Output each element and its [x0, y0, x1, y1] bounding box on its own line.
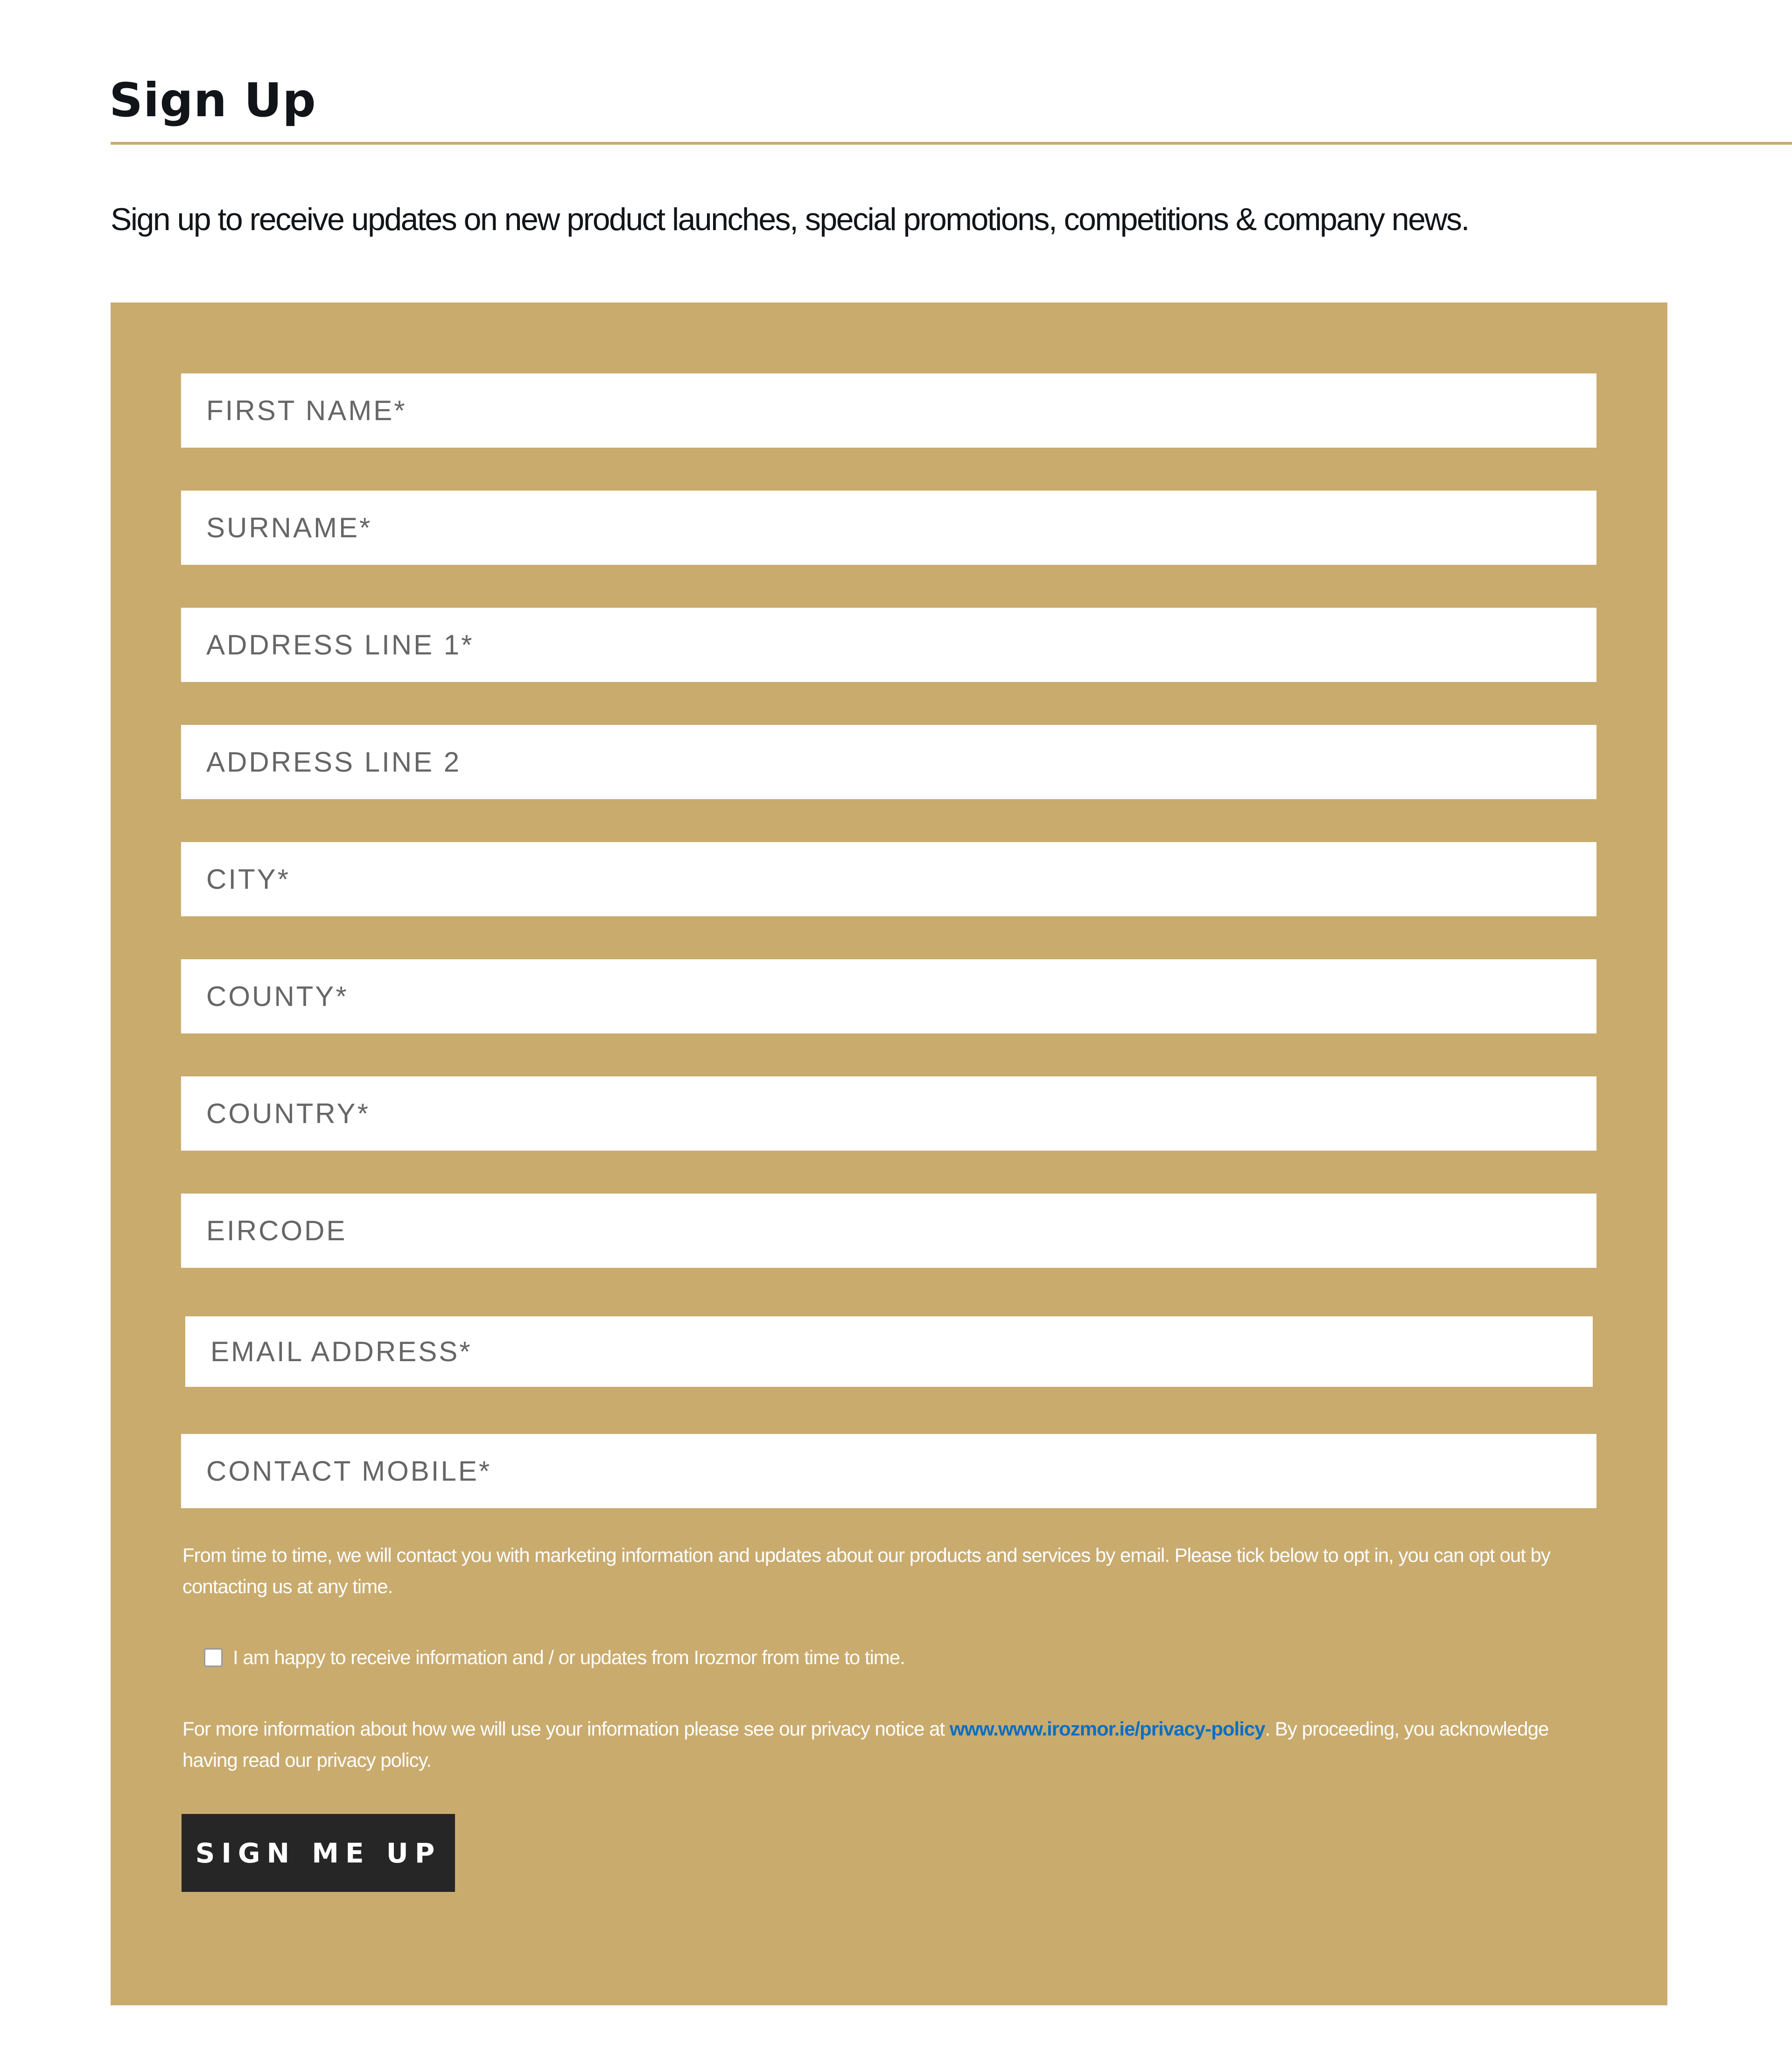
city-field[interactable] [181, 842, 1596, 916]
marketing-consent[interactable] [204, 1646, 905, 1669]
address-line-2-field[interactable] [181, 725, 1596, 799]
consent-checkbox-label: I am happy to receive information and / or updates from Irozmor from time to time. [233, 1646, 905, 1668]
title-divider [111, 142, 1792, 145]
sign-me-up-button[interactable]: SIGN ME UP [182, 1814, 455, 1892]
consent-checkbox[interactable] [204, 1648, 223, 1667]
signup-form [111, 302, 1667, 2005]
privacy-text-after: . By proceeding, you acknowledge having read our privacy policy. [182, 1718, 1549, 1771]
page-title: Sign Up [109, 73, 316, 127]
country-field[interactable] [181, 1076, 1596, 1151]
privacy-notice [182, 1713, 1601, 1776]
first-name-field[interactable] [181, 373, 1596, 448]
county-field[interactable] [181, 959, 1596, 1033]
eircode-field[interactable] [181, 1194, 1596, 1268]
address-line-1-field[interactable] [181, 608, 1596, 682]
contact-mobile-field[interactable] [181, 1434, 1596, 1508]
intro-text: Sign up to receive updates on new product launches, special promotions, competitions & company news. [111, 202, 1469, 237]
opt-in-notice: From time to time, we will contact you with marketing information and updates about our products and services by email. Please tick below to opt in, you can opt out by contacting us at any time. [182, 1544, 1550, 1597]
privacy-text-before: For more information about how we will use your information please see our privacy notice at [182, 1718, 950, 1740]
privacy-policy-link[interactable]: www.www.irozmor.ie/privacy-policy [949, 1718, 1265, 1740]
email-address-field[interactable] [185, 1316, 1593, 1387]
surname-field[interactable] [181, 491, 1596, 565]
